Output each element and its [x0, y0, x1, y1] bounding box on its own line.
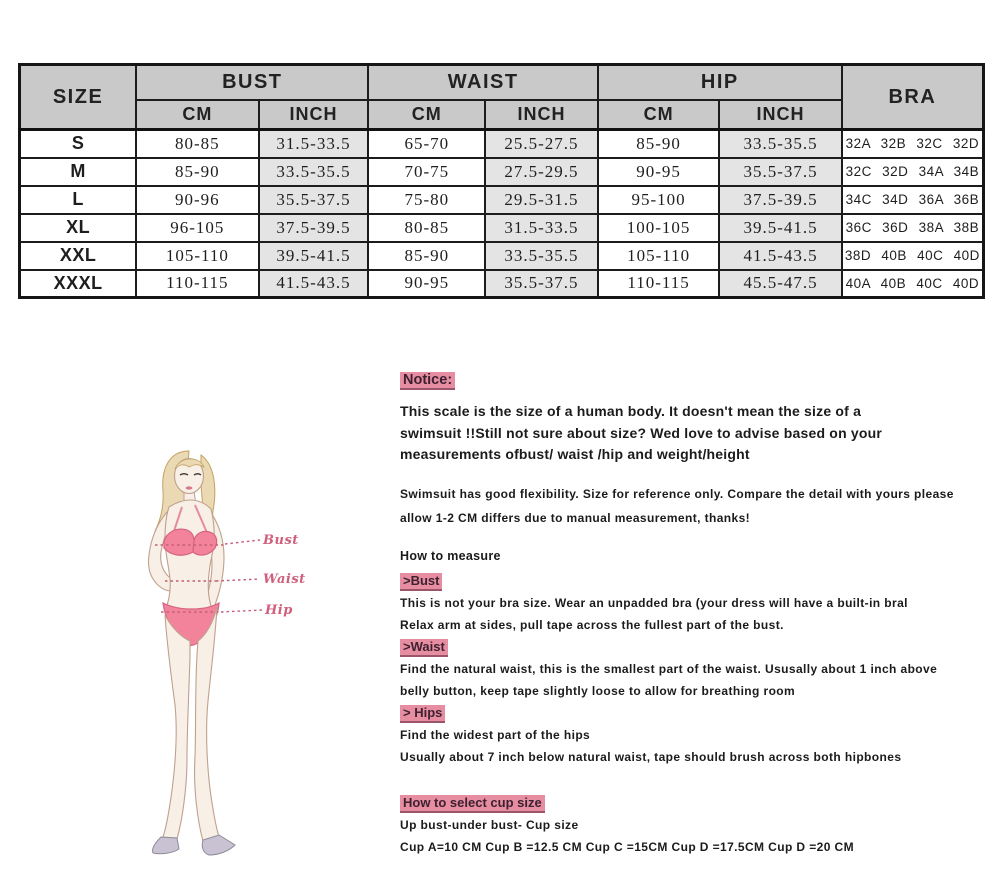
- measurement-figure: [105, 445, 355, 870]
- cell-bra: 32A 32B 32C 32D: [842, 130, 984, 158]
- cup-size-line: Up bust-under bust- Cup size: [400, 817, 579, 832]
- cup-size-line: Cup A=10 CM Cup B =12.5 CM Cup C =15CM Cup D =17.5CM Cup D =20 CM: [400, 839, 854, 854]
- cell-waist-inch: 25.5-27.5: [485, 130, 598, 158]
- cell-waist-cm: 85-90: [368, 242, 485, 270]
- cell-waist-cm: 70-75: [368, 158, 485, 186]
- cell-bust-cm: 80-85: [136, 130, 258, 158]
- cell-bra: 34C 34D 36A 36B: [842, 186, 984, 214]
- table-row-l: [20, 186, 984, 214]
- cell-bra: 40A 40B 40C 40D: [842, 270, 984, 298]
- cell-size: L: [20, 186, 137, 214]
- subcol-bust-cm: CM: [136, 100, 258, 130]
- notice-paragraph: [400, 401, 955, 466]
- cell-waist-inch: 35.5-37.5: [485, 270, 598, 298]
- bust-subheading-text: >Bust: [400, 573, 442, 591]
- cell-hip-inch: 39.5-41.5: [719, 214, 841, 242]
- bust-instruction-line: This is not your bra size. Wear an unpadded bra (your dress will have a built-in bral: [400, 595, 908, 610]
- flexibility-paragraph: [400, 482, 985, 530]
- cell-hip-inch: 37.5-39.5: [719, 186, 841, 214]
- woman-sketch-illustration: [105, 445, 355, 870]
- notice-line: swimsuit !!Still not sure about size? Wed love to advise based on your: [400, 424, 883, 441]
- notes-section: [400, 372, 985, 858]
- cell-size: XL: [20, 214, 137, 242]
- cell-bra: 32C 32D 34A 34B: [842, 158, 984, 186]
- flexibility-line: Swimsuit has good flexibility. Size for reference only. Compare the detail with yours please: [400, 486, 954, 501]
- hips-subheading: [400, 702, 985, 724]
- col-header-waist: WAIST: [368, 65, 597, 100]
- cell-waist-inch: 27.5-29.5: [485, 158, 598, 186]
- cell-bust-cm: 85-90: [136, 158, 258, 186]
- cell-bra: 38D 40B 40C 40D: [842, 242, 984, 270]
- cell-bust-cm: 105-110: [136, 242, 258, 270]
- table-row-m: [20, 158, 984, 186]
- cell-waist-inch: 31.5-33.5: [485, 214, 598, 242]
- bust-subheading: [400, 570, 985, 592]
- col-header-hip: HIP: [598, 65, 842, 100]
- table-row-xxl: [20, 242, 984, 270]
- cell-hip-inch: 41.5-43.5: [719, 242, 841, 270]
- cell-bust-cm: 110-115: [136, 270, 258, 298]
- size-chart-table: [18, 63, 985, 299]
- table-row-xl: [20, 214, 984, 242]
- notice-line: This scale is the size of a human body. It doesn't mean the size of a: [400, 403, 862, 419]
- waist-subheading-text: >Waist: [400, 639, 448, 657]
- flexibility-line: allow 1-2 CM differs due to manual measurement, thanks!: [400, 510, 751, 525]
- cup-size-heading: [400, 792, 985, 814]
- cell-hip-cm: 110-115: [598, 270, 719, 298]
- subcol-waist-inch: INCH: [485, 100, 598, 130]
- bust-instruction-line: Relax arm at sides, pull tape across the fullest part of the bust.: [400, 617, 784, 632]
- cell-bust-inch: 31.5-33.5: [259, 130, 369, 158]
- waist-instruction-line: Find the natural waist, this is the smallest part of the waist. Ususally about 1 inch above: [400, 661, 938, 676]
- cell-waist-cm: 65-70: [368, 130, 485, 158]
- cell-hip-inch: 33.5-35.5: [719, 130, 841, 158]
- cell-waist-cm: 90-95: [368, 270, 485, 298]
- cell-hip-inch: 35.5-37.5: [719, 158, 841, 186]
- hips-instruction-line: Usually about 7 inch below natural waist, tape should brush across both hipbones: [400, 749, 902, 764]
- cup-size-heading-text: How to select cup size: [400, 795, 545, 813]
- cell-hip-cm: 95-100: [598, 186, 719, 214]
- table-row-xxxl: [20, 270, 984, 298]
- cell-bust-inch: 41.5-43.5: [259, 270, 369, 298]
- waist-subheading: [400, 636, 985, 658]
- cell-bust-cm: 90-96: [136, 186, 258, 214]
- table-header-sub-row: [20, 100, 984, 130]
- hips-instruction-line: Find the widest part of the hips: [400, 727, 591, 742]
- cell-waist-inch: 29.5-31.5: [485, 186, 598, 214]
- col-header-bust: BUST: [136, 65, 368, 100]
- table-row-s: [20, 130, 984, 158]
- cell-hip-cm: 90-95: [598, 158, 719, 186]
- cell-size: XXXL: [20, 270, 137, 298]
- notice-line: measurements ofbust/ waist /hip and weight/height: [400, 446, 750, 462]
- cell-bra: 36C 36D 38A 38B: [842, 214, 984, 242]
- figure-label-bust: Bust: [263, 533, 299, 548]
- cell-hip-cm: 105-110: [598, 242, 719, 270]
- col-header-size: SIZE: [20, 65, 137, 130]
- subcol-bust-inch: INCH: [259, 100, 369, 130]
- cell-size: XXL: [20, 242, 137, 270]
- subcol-waist-cm: CM: [368, 100, 485, 130]
- cell-hip-cm: 100-105: [598, 214, 719, 242]
- cell-size: S: [20, 130, 137, 158]
- cell-hip-cm: 85-90: [598, 130, 719, 158]
- figure-label-hip: Hip: [265, 603, 293, 618]
- table-header-group-row: [20, 65, 984, 100]
- cell-waist-cm: 80-85: [368, 214, 485, 242]
- col-header-bra: BRA: [842, 65, 984, 130]
- cell-bust-cm: 96-105: [136, 214, 258, 242]
- subcol-hip-inch: INCH: [719, 100, 841, 130]
- cell-bust-inch: 33.5-35.5: [259, 158, 369, 186]
- subcol-hip-cm: CM: [598, 100, 719, 130]
- waist-instruction-line: belly button, keep tape slightly loose to allow for breathing room: [400, 683, 796, 698]
- cell-waist-inch: 33.5-35.5: [485, 242, 598, 270]
- cell-waist-cm: 75-80: [368, 186, 485, 214]
- cell-size: M: [20, 158, 137, 186]
- notice-heading: [400, 372, 985, 390]
- cell-hip-inch: 45.5-47.5: [719, 270, 841, 298]
- notice-heading-text: Notice:: [400, 372, 455, 390]
- cell-bust-inch: 39.5-41.5: [259, 242, 369, 270]
- hips-subheading-text: > Hips: [400, 705, 445, 723]
- how-to-measure-heading: How to measure: [400, 548, 501, 563]
- cell-bust-inch: 37.5-39.5: [259, 214, 369, 242]
- cell-bust-inch: 35.5-37.5: [259, 186, 369, 214]
- figure-label-waist: Waist: [263, 572, 306, 587]
